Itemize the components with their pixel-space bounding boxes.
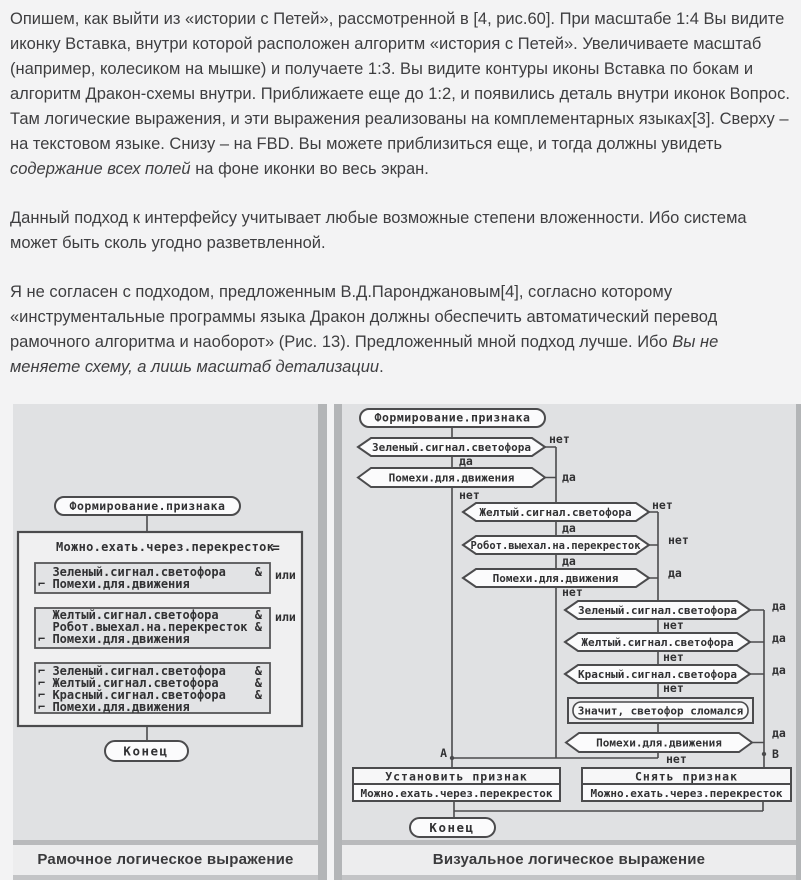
set-flag-title: Установить признак <box>385 769 528 784</box>
junction-dot-a <box>450 756 454 760</box>
set-flag-value: Можно.ехать.через.перекресток <box>360 787 553 800</box>
question-7-label: Желтый.сигнал.светофора <box>581 636 734 649</box>
term-2-line-2: Робот.выехал.на.перекресток & <box>38 620 262 634</box>
term-3-line-1: ⌐ Зеленый.сигнал.светофора & <box>38 664 262 678</box>
visual-expression-panel <box>334 404 801 880</box>
branch-label-no: нет <box>663 650 684 664</box>
expression-header: Можно.ехать.через.перекресток <box>56 540 275 554</box>
article-text <box>0 0 801 380</box>
left-panel-caption: Рамочное логическое выражение <box>13 845 318 875</box>
end-terminator-label: Конец <box>429 820 475 835</box>
term-2-line-3: ⌐ Помехи.для.движения <box>38 632 190 646</box>
clear-flag-title: Снять признак <box>634 769 739 784</box>
end-terminator-label: Конец <box>123 743 169 759</box>
junction-dot-b <box>762 752 766 756</box>
branch-label-yes: да <box>772 631 786 645</box>
term-1-line-1: Зеленый.сигнал.светофора & <box>38 565 262 579</box>
panel-bottom-edge <box>342 875 796 880</box>
paragraph-1 <box>10 7 792 182</box>
branch-label-yes: да <box>772 599 786 613</box>
term-2-line-1: Желтый.сигнал.светофора & <box>38 608 262 622</box>
branch-label-no: нет <box>663 618 684 632</box>
figure-row <box>0 404 801 880</box>
paragraph-2: Данный подход к интерфейсу учитывает любые возможные степени вложенности. Ибо система может быть сколь угодно разветвленной. <box>10 209 747 252</box>
branch-label-no: нет <box>666 752 687 766</box>
question-6-label: Зеленый.сигнал.светофора <box>578 604 737 617</box>
branch-label-no: нет <box>663 681 684 695</box>
equals-sign: = <box>272 541 280 556</box>
start-terminator-label: Формирование.признака <box>374 410 531 425</box>
branch-label-no: нет <box>459 488 480 502</box>
question-5-label: Помехи.для.движения <box>492 572 619 585</box>
term-3-line-2: ⌐ Желтый.сигнал.светофора & <box>38 676 262 690</box>
paragraph-1-tail: на фоне иконки во весь экран. <box>190 160 429 178</box>
branch-label-no: нет <box>652 498 673 512</box>
visual-expression-diagram <box>342 404 796 840</box>
branch-label-yes: да <box>772 726 786 740</box>
branch-label-no: нет <box>549 432 570 446</box>
term-3-line-3: ⌐ Красный.сигнал.светофора & <box>38 688 262 702</box>
branch-label-yes: да <box>668 566 682 580</box>
paragraph-3 <box>10 280 792 380</box>
or-label-2: или <box>275 610 296 624</box>
question-3-label: Желтый.сигнал.светофора <box>479 506 632 519</box>
paragraph-3-text: Я не согласен с подходом, предложенным В.Д.Паронджановым[4], согласно которому «инструментальные программы языка Дракон должны обеспечить автоматический перевод рамочного алгоритма и наоборот» (Рис. 13). Предложенный мной подход лучше. Ибо <box>10 283 718 351</box>
branch-label-no: нет <box>668 533 689 547</box>
merge-label-a: А <box>440 746 447 760</box>
question-4-label: Робот.выехал.на.перекресток <box>470 539 641 552</box>
start-terminator-label: Формирование.признака <box>69 499 226 513</box>
clear-flag-value: Можно.ехать.через.перекресток <box>590 787 783 800</box>
broken-action-label: Значит, светофор сломался <box>577 704 744 718</box>
right-panel-caption: Визуальное логическое выражение <box>342 845 796 875</box>
or-label-1: или <box>275 568 296 582</box>
branch-label-yes: да <box>562 521 576 535</box>
term-3-line-4: ⌐ Помехи.для.движения <box>38 700 190 714</box>
branch-label-yes: да <box>772 663 786 677</box>
paragraph-3-italic: Вы не меняете схему, а лишь масштаб детализации <box>10 333 719 376</box>
merge-label-b: В <box>772 747 779 761</box>
panel-bottom-edge <box>13 875 318 880</box>
branch-label-yes: да <box>459 454 473 468</box>
term-1-line-2: ⌐ Помехи.для.движения <box>38 577 190 591</box>
framed-expression-diagram <box>13 404 318 840</box>
paragraph-1-text: Опишем, как выйти из «истории с Петей», рассмотренной в [4, рис.60]. При масштабе 1:4 Вы видите иконку Вставка, внутри которой расположен алгоритм «история с Петей». Увеличиваете масштаб (например, колесиком на мышке) и получаете 1:3. Вы видите контуры иконы Вставка по бокам и алгоритм Дракон-схемы внутри. Приближаете еще до 1:2, и появились деталь внутри иконок Вопрос. Там логические выражения, и эти выражения реализованы на комплементарных языках[3]. Сверху – на текстовом языке. Снизу – на FBD. Вы можете приблизиться еще, и тогда должны увидеть <box>10 10 790 153</box>
question-8-label: Красный.сигнал.светофора <box>578 668 737 681</box>
paragraph-1-italic: содержание всех полей <box>10 160 191 178</box>
question-1-label: Зеленый.сигнал.светофора <box>372 441 531 454</box>
branch-label-yes: да <box>562 554 576 568</box>
branch-label-no: нет <box>562 585 583 599</box>
question-2-label: Помехи.для.движения <box>388 471 515 485</box>
branch-label-yes: да <box>562 470 576 484</box>
framed-expression-panel <box>13 404 327 880</box>
question-9-label: Помехи.для.движения <box>596 736 722 750</box>
paragraph-3-tail: . <box>379 358 384 376</box>
